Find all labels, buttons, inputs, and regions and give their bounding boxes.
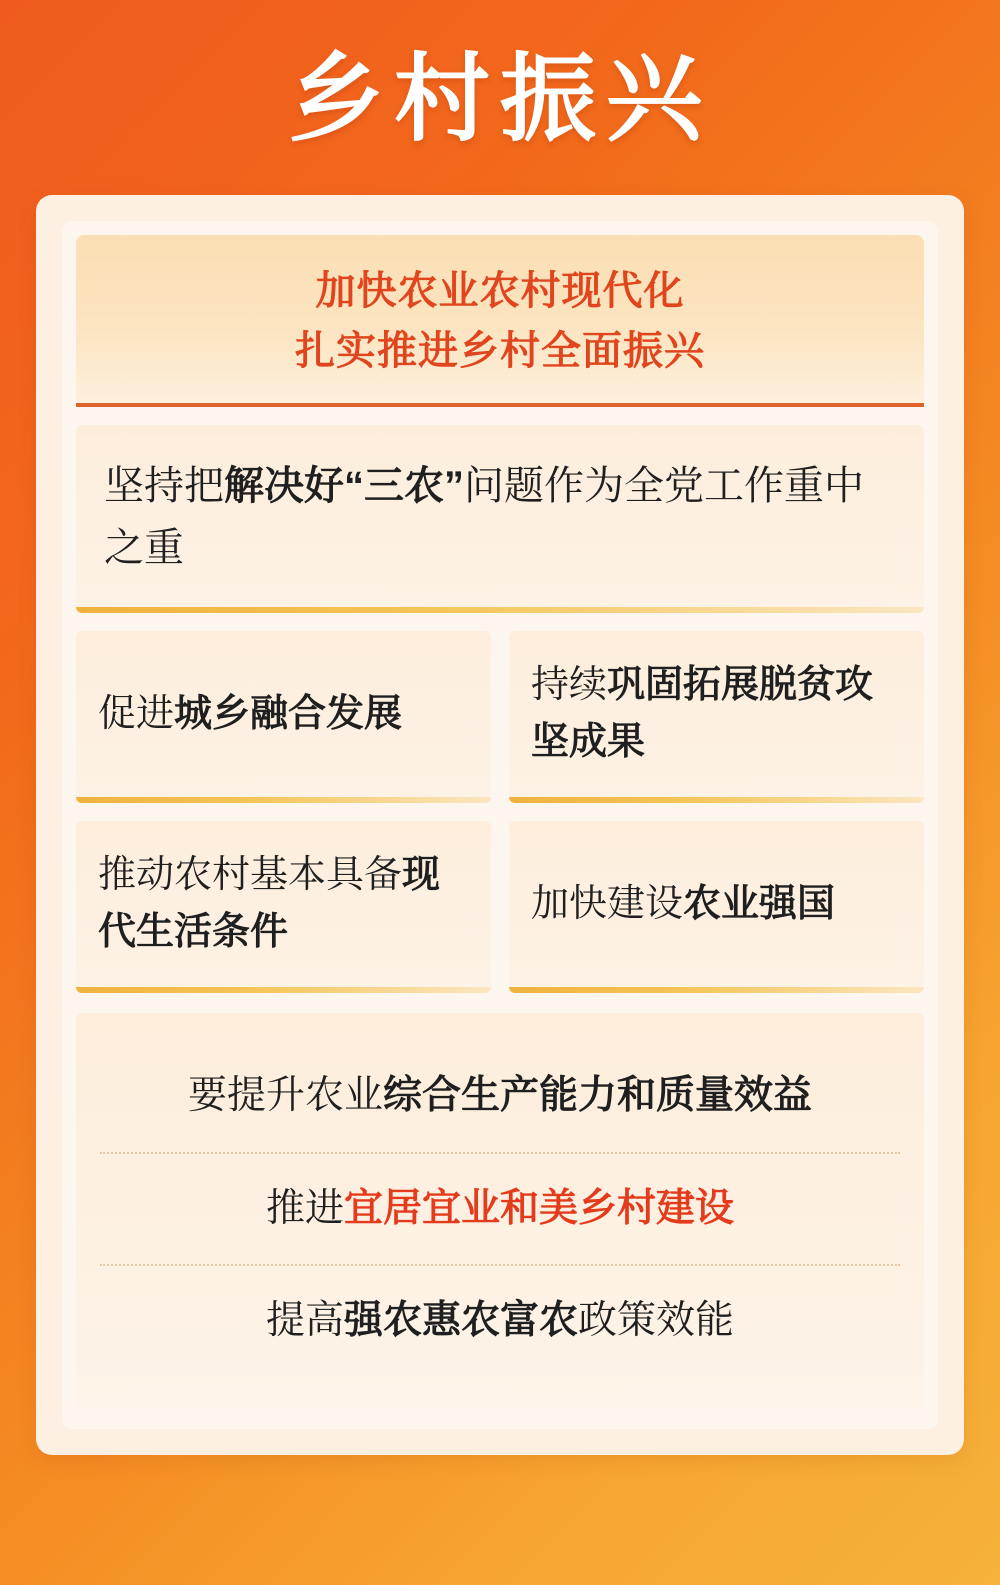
list-item-2-accent: 宜居宜业和美乡村建设 (344, 1186, 735, 1230)
panel-qiangguo-text (531, 876, 835, 933)
panel-shenghuo-bold: 现代生活条件 (98, 854, 441, 954)
panel-tuopin-prefix: 持续 (531, 664, 608, 707)
list-item (100, 1152, 900, 1265)
panel-tuopin (509, 631, 924, 803)
panel-chengxiang (76, 631, 491, 803)
content-card (36, 195, 964, 1455)
heading-block (76, 235, 924, 407)
list-item-3-suffix: 政策效能 (578, 1299, 735, 1343)
list-item-3-prefix: 提高 (265, 1299, 344, 1343)
list-item-1-prefix: 要提升农业 (187, 1074, 383, 1118)
list-item (100, 1041, 900, 1152)
panel-shenghuo (76, 821, 491, 993)
panel-qiangguo (509, 821, 924, 993)
list-item-3-bold: 强农惠农富农 (343, 1299, 578, 1343)
panel-row-2 (76, 821, 924, 993)
panel-shenghuo-text (98, 847, 469, 961)
panel-qiangguo-bold: 农业强国 (683, 882, 836, 925)
panel-tuopin-bold: 巩固拓展脱贫攻坚成果 (531, 664, 874, 764)
list-item-2-prefix: 推进 (265, 1186, 344, 1230)
content-card-inner (62, 221, 938, 1429)
panel-shenghuo-prefix: 推动农村基本具备 (98, 854, 403, 897)
panel-row-1 (76, 631, 924, 803)
panel-sannong-text (104, 455, 896, 579)
panel-sannong-suffix: 问题作为全党工作重中之重 (104, 464, 864, 571)
page-title: 乡村振兴 (288, 46, 712, 153)
panel-sannong-bold: 解决好“三农” (224, 464, 464, 509)
panel-qiangguo-prefix: 加快建设 (531, 882, 684, 925)
panel-chengxiang-text (98, 686, 402, 743)
panel-tuopin-text (531, 657, 902, 771)
panel-sannong (76, 425, 924, 613)
heading-line-1: 加快农业农村现代化 (315, 269, 685, 314)
panel-sannong-prefix: 坚持把 (104, 464, 224, 509)
panel-chengxiang-prefix: 促进 (98, 692, 175, 735)
list-item (100, 1264, 900, 1377)
list-item-1-bold: 综合生产能力和质量效益 (383, 1074, 813, 1118)
panel-chengxiang-bold: 城乡融合发展 (174, 692, 403, 735)
heading-line-2: 扎实推进乡村全面振兴 (295, 329, 705, 374)
list-block (76, 1013, 924, 1407)
